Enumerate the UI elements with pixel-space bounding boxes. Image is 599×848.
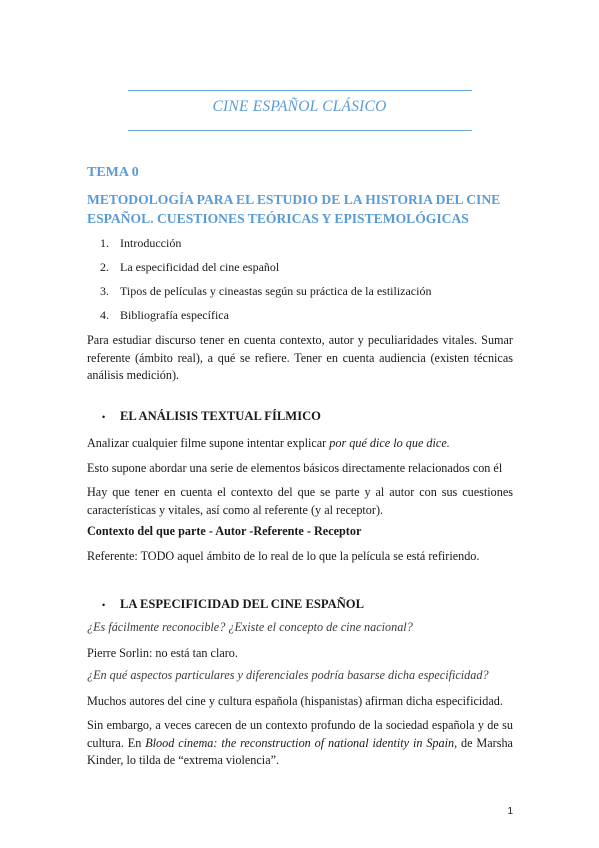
toc-item [100, 258, 431, 282]
toc-number: 2. [100, 260, 109, 274]
toc-item [100, 282, 431, 306]
toc-number: 4. [100, 308, 109, 322]
page-number: 1 [507, 806, 513, 817]
text: Sin embargo, a veces carecen de un contexto profundo de la sociedad española y de su cultura. En [87, 718, 513, 750]
section-heading-especificidad [102, 597, 364, 612]
text: , de Marsha Kinder, lo tilda de “extrema violencia”. [87, 735, 513, 767]
paragraph: Hay que tener en cuenta el contexto del que se parte y al autor con sus cuestiones características y vitales, así como al referente (y al receptor). [87, 485, 513, 517]
toc-number: 1. [100, 236, 109, 250]
title-rule-top [128, 90, 472, 91]
paragraph [87, 717, 513, 770]
paragraph: Muchos autores del cine y cultura española (hispanistas) afirman dicha especificidad. [87, 694, 503, 708]
paragraph: Referente: TODO aquel ámbito de lo real de lo que la película se está refiriendo. [87, 549, 480, 563]
tema-subtitle: METODOLOGÍA PARA EL ESTUDIO DE LA HISTORIA DEL CINE ESPAÑOL. CUESTIONES TEÓRICAS Y EPISTEMOLÓGICAS [87, 192, 501, 226]
paragraph: Esto supone abordar una serie de elementos básicos directamente relacionados con él [87, 461, 503, 475]
toc-number: 3. [100, 284, 109, 298]
toc-text: Introducción [120, 236, 182, 250]
section-title: LA ESPECIFICIDAD DEL CINE ESPAÑOL [120, 597, 364, 611]
paragraph: Pierre Sorlin: no está tan claro. [87, 646, 238, 660]
tema-heading: TEMA 0 [87, 165, 139, 180]
title-block [0, 98, 599, 116]
question-text: ¿Es fácilmente reconocible? ¿Existe el concepto de cine nacional? [87, 620, 413, 634]
italic-text: por qué dice lo que dice. [329, 436, 450, 450]
toc-text: La especificidad del cine español [120, 260, 280, 274]
question-text: ¿En qué aspectos particulares y diferenciales podría basarse dicha especificidad? [87, 668, 489, 682]
section-heading-analisis [102, 409, 321, 424]
bullet-icon: • [102, 412, 106, 423]
text: Analizar cualquier filme supone intentar explicar [87, 436, 330, 450]
toc-item [100, 306, 431, 330]
paragraph [87, 435, 513, 453]
toc-item [100, 234, 431, 258]
toc-text: Bibliografía específica [120, 308, 229, 322]
bullet-icon: • [102, 600, 106, 611]
title-rule-bottom [128, 130, 472, 131]
intro-paragraph: Para estudiar discurso tener en cuenta contexto, autor y peculiaridades vitales. Sumar referente (ámbito real), a qué se refiere. Tener en cuenta audiencia (existen técnicas análisis medición). [87, 333, 513, 382]
toc-text: Tipos de películas y cineastas según su práctica de la estilización [120, 284, 432, 298]
section-title: EL ANÁLISIS TEXTUAL FÍLMICO [120, 409, 321, 423]
table-of-contents [100, 234, 431, 330]
italic-book-title: Blood cinema: the reconstruction of national identity in Spain [145, 735, 455, 750]
bold-paragraph: Contexto del que parte - Autor -Referente - Receptor [87, 524, 362, 538]
document-title: CINE ESPAÑOL CLÁSICO [212, 98, 387, 115]
